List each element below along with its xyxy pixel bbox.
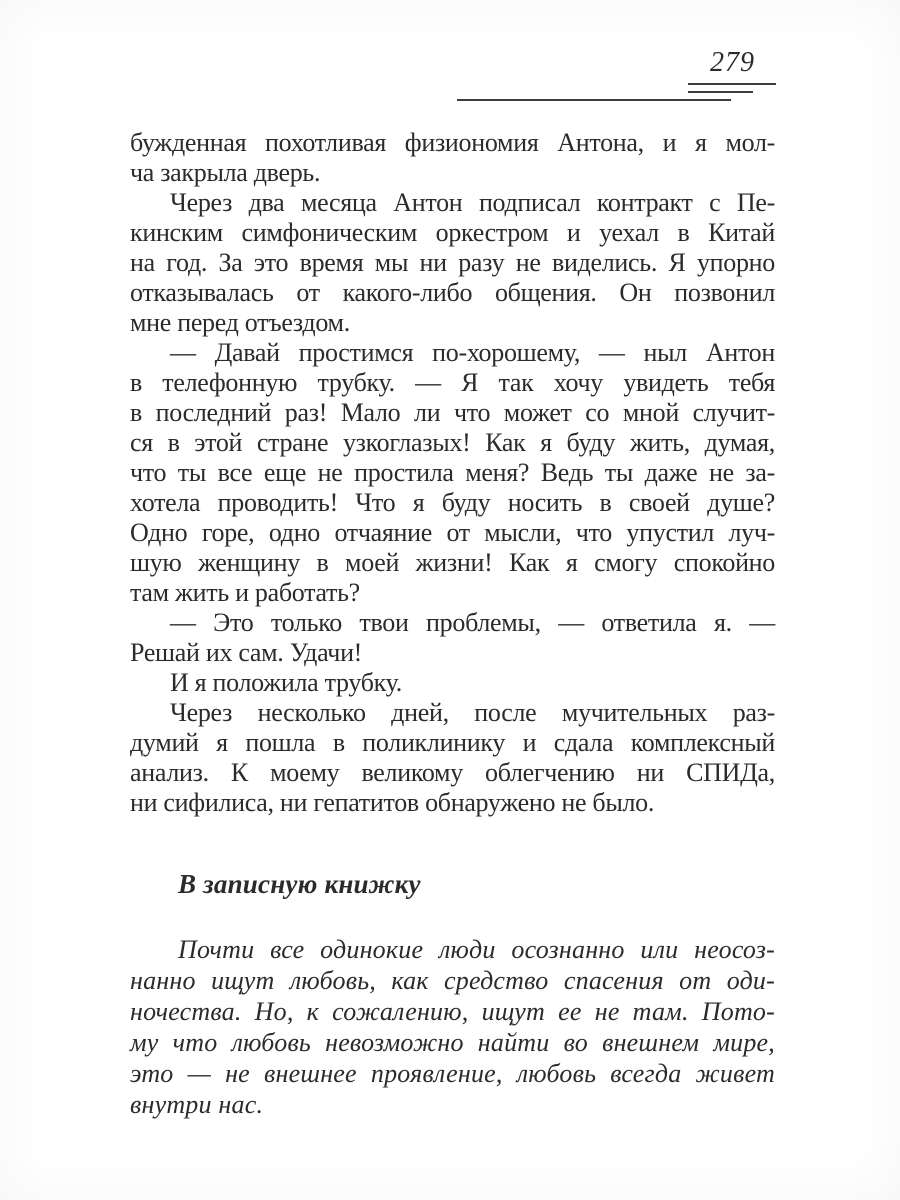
page-number: 279: [710, 47, 755, 78]
text-line: — Это только твои проблемы, — ответила я. —: [170, 608, 775, 637]
text-line: мне перед отъездом.: [130, 308, 350, 337]
text-line: думий я пошла в поликлинику и сдала комплексный: [130, 728, 775, 757]
paragraph: [130, 338, 775, 608]
text-line: ся в этой стране узкоглазых! Как я буду жить, думая,: [130, 428, 775, 457]
text-line: — Давай простимся по-хорошему, — ныл Антон: [170, 338, 775, 367]
text-line: в последний раз! Мало ли что может со мной случит-: [130, 398, 775, 427]
text-line: Решай их сам. Удачи!: [130, 638, 363, 667]
text-line: анализ. К моему великому облегчению ни СПИДа,: [130, 758, 775, 787]
header-rule-short-top: [688, 83, 776, 85]
paragraph: [130, 608, 775, 668]
text-line: Через два месяца Антон подписал контракт с Пе-: [170, 188, 775, 217]
text-line: Через несколько дней, после мучительных раз-: [170, 698, 775, 727]
text-line: нанно ищут любовь, как средство спасения от оди-: [130, 966, 775, 995]
text-line: на год. За это время мы ни разу не виделись. Я упорно: [130, 248, 775, 277]
text-line: что ты все еще не простила меня? Ведь ты даже не за-: [130, 458, 775, 487]
text-line: отказывалась от какого-либо общения. Он позвонил: [130, 278, 775, 307]
text-line: ни сифилиса, ни гепатитов обнаружено не было.: [130, 788, 655, 817]
paragraph: [130, 934, 775, 1120]
section-heading: В записную книжку: [178, 869, 421, 899]
text-line: в телефонную трубку. — Я так хочу увидеть тебя: [130, 368, 775, 397]
text-line: му что любовь невозможно найти во внешнем мире,: [130, 1028, 775, 1057]
body-text: [130, 128, 775, 818]
text-line: Почти все одинокие люди осознанно или неосоз-: [178, 935, 775, 964]
text-line: кинским симфоническим оркестром и уехал в Китай: [130, 218, 775, 247]
paragraph: [130, 698, 775, 818]
text-line: бужденная похотливая физиономия Антона, и я мол-: [130, 128, 775, 157]
text-line: ча закрыла дверь.: [130, 158, 321, 187]
text-line: хотела проводить! Что я буду носить в своей душе?: [130, 488, 775, 517]
text-line: там жить и работать?: [130, 578, 360, 607]
paragraph: [130, 668, 775, 698]
text-line: Одно горе, одно отчаяние от мысли, что упустил луч-: [130, 518, 775, 547]
text-line: это — не внешнее проявление, любовь всегда живет: [130, 1059, 775, 1088]
paragraph: [130, 128, 775, 188]
text-line: внутри нас.: [130, 1090, 264, 1119]
header-rule-long: [457, 99, 731, 101]
text-column: [130, 128, 775, 1120]
paragraph: [130, 188, 775, 338]
header-rule-short-bottom: [688, 91, 753, 93]
notebook-note-text: [130, 934, 775, 1120]
text-line: шую женщину в моей жизни! Как я смогу спокойно: [130, 548, 775, 577]
text-line: И я положила трубку.: [170, 668, 402, 697]
text-line: ночества. Но, к сожалению, ищут ее не там. Пото-: [130, 997, 775, 1026]
